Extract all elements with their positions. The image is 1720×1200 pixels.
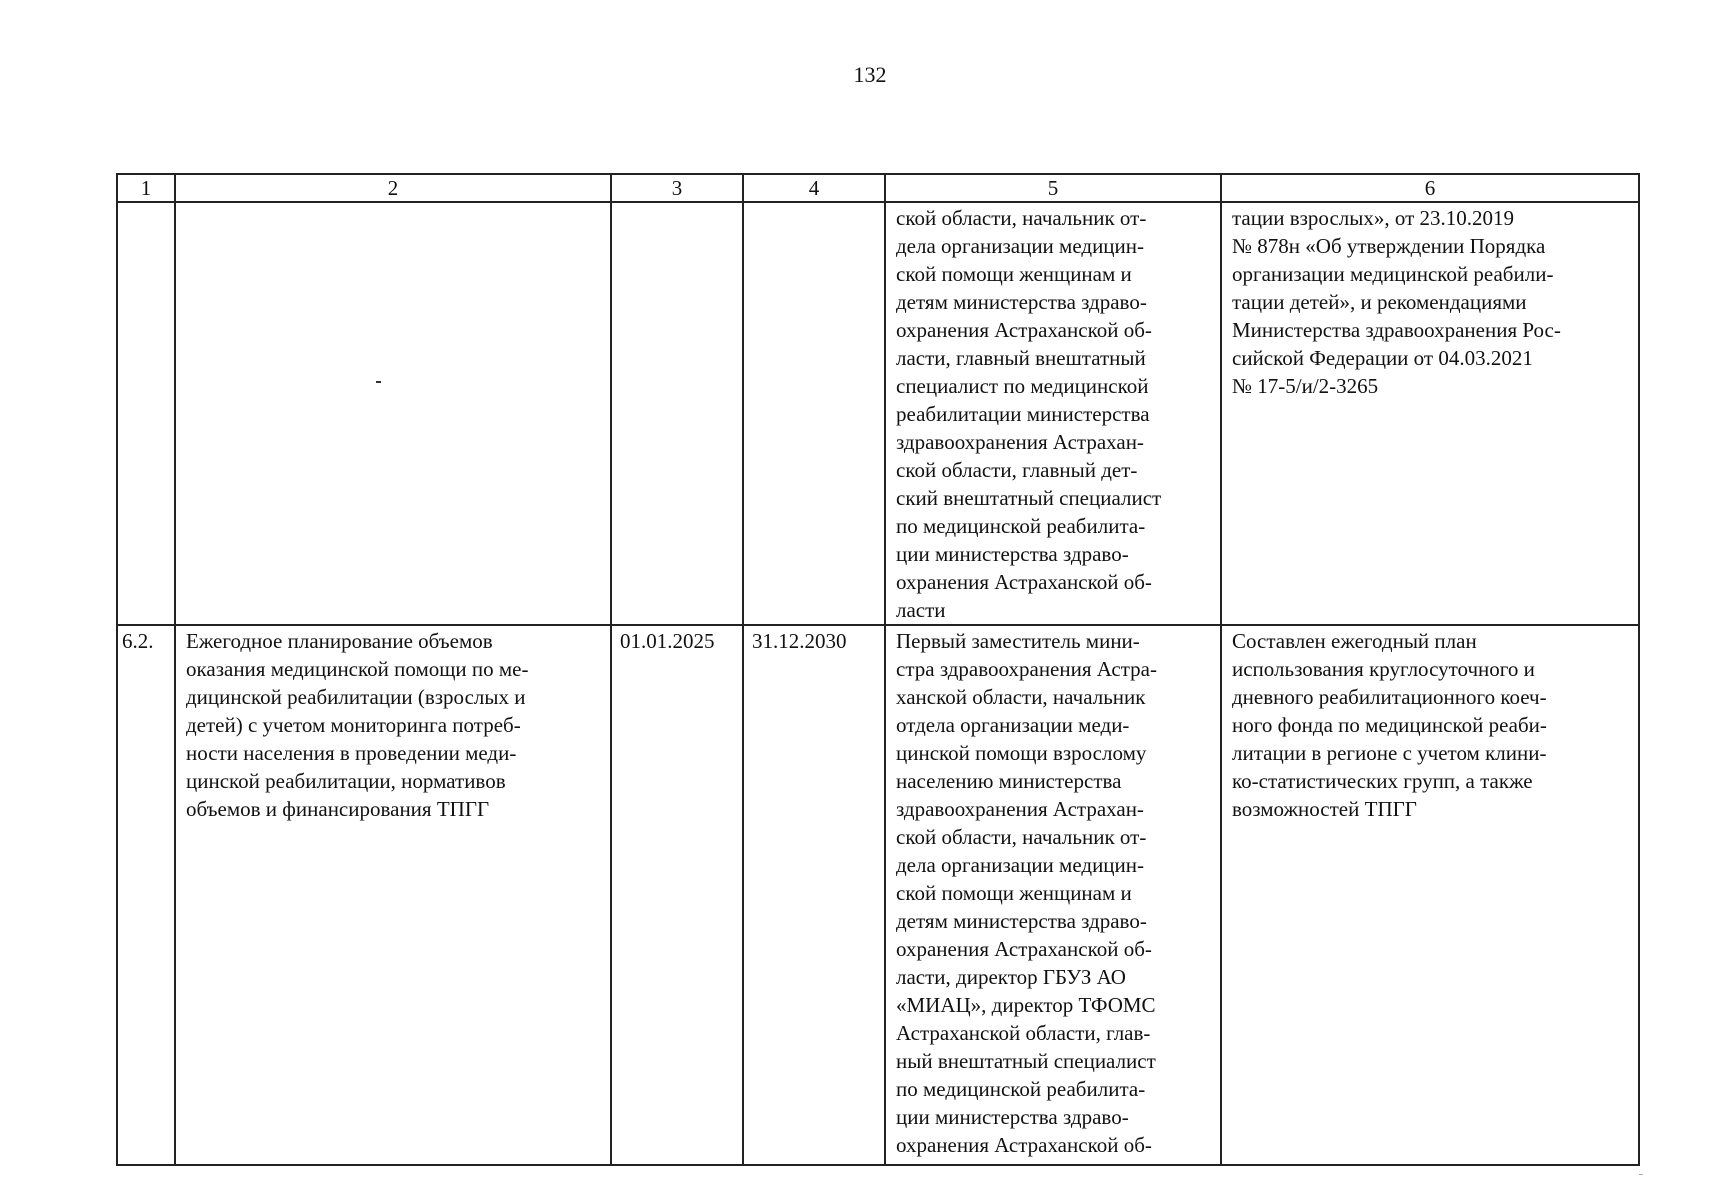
header-col-3: 3 (611, 174, 743, 202)
header-col-4: 4 (743, 174, 885, 202)
activity-cell: Ежегодное планирование объемов оказания медицинской помощи по ме- дицинской реабилитации (взрослых и детей) с учетом мониторинга потреб- ности населения в проведении меди- цинской реабилитации, нормативов объемов и финансирования ТПГГ (175, 625, 611, 1165)
responsible-cell: Первый заместитель мини- стра здравоохранения Астра- ханской области, начальник отдела организации меди- цинской помощи взрослому населению министерства здравоохранения Астрахан- ской области, начальник от- дела организации медицин- ской помощи женщинам и детям министерства здраво- охранения Астраханской об- ласти, директор ГБУЗ АО «МИАЦ», директор ТФОМС Астраханской области, глав- ный внештатный специалист по медицинской реабилита- ции министерства здраво- охранения Астраханской об- (885, 625, 1221, 1165)
start-date-cell (611, 202, 743, 625)
header-col-6: 6 (1221, 174, 1639, 202)
result-cell: Составлен ежегодный план использования круглосуточного и дневного реабилитационного коеч- ного фонда по медицинской реаби- литации в регионе с учетом клини- ко-статистических групп, а также возможностей ТПГГ (1221, 625, 1639, 1165)
activity-cell (175, 202, 611, 625)
table-row (117, 202, 1639, 625)
end-date-cell (743, 202, 885, 625)
header-col-1: 1 (117, 174, 175, 202)
stray-dash-mark (376, 381, 381, 383)
end-date-cell: 31.12.2030 (743, 625, 885, 1165)
responsible-cell: ской области, начальник от- дела организации медицин- ской помощи женщинам и детям министерства здраво- охранения Астраханской об- ласти, главный внештатный специалист по медицинской реабилитации министерства здравоохранения Астрахан- ской области, главный дет- ский внештатный специалист по медицинской реабилита- ции министерства здраво- охранения Астраханской об- ласти (885, 202, 1221, 625)
table-row (117, 625, 1639, 1165)
row-number-cell (117, 202, 175, 625)
page-number: 132 (853, 62, 887, 87)
row-number-cell: 6.2. (117, 625, 175, 1165)
result-cell: тации взрослых», от 23.10.2019 № 878н «Об утверждении Порядка организации медицинской реабили- тации детей», и рекомендациями Министерства здравоохранения Рос- сийской Федерации от 04.03.2021 № 17-5/и/2-3265 (1221, 202, 1639, 625)
plan-table (116, 173, 1640, 1166)
start-date-cell: 01.01.2025 (611, 625, 743, 1165)
scan-artifact-mark (1639, 1174, 1643, 1175)
header-col-2: 2 (175, 174, 611, 202)
header-col-5: 5 (885, 174, 1221, 202)
table-header-row (117, 174, 1639, 202)
